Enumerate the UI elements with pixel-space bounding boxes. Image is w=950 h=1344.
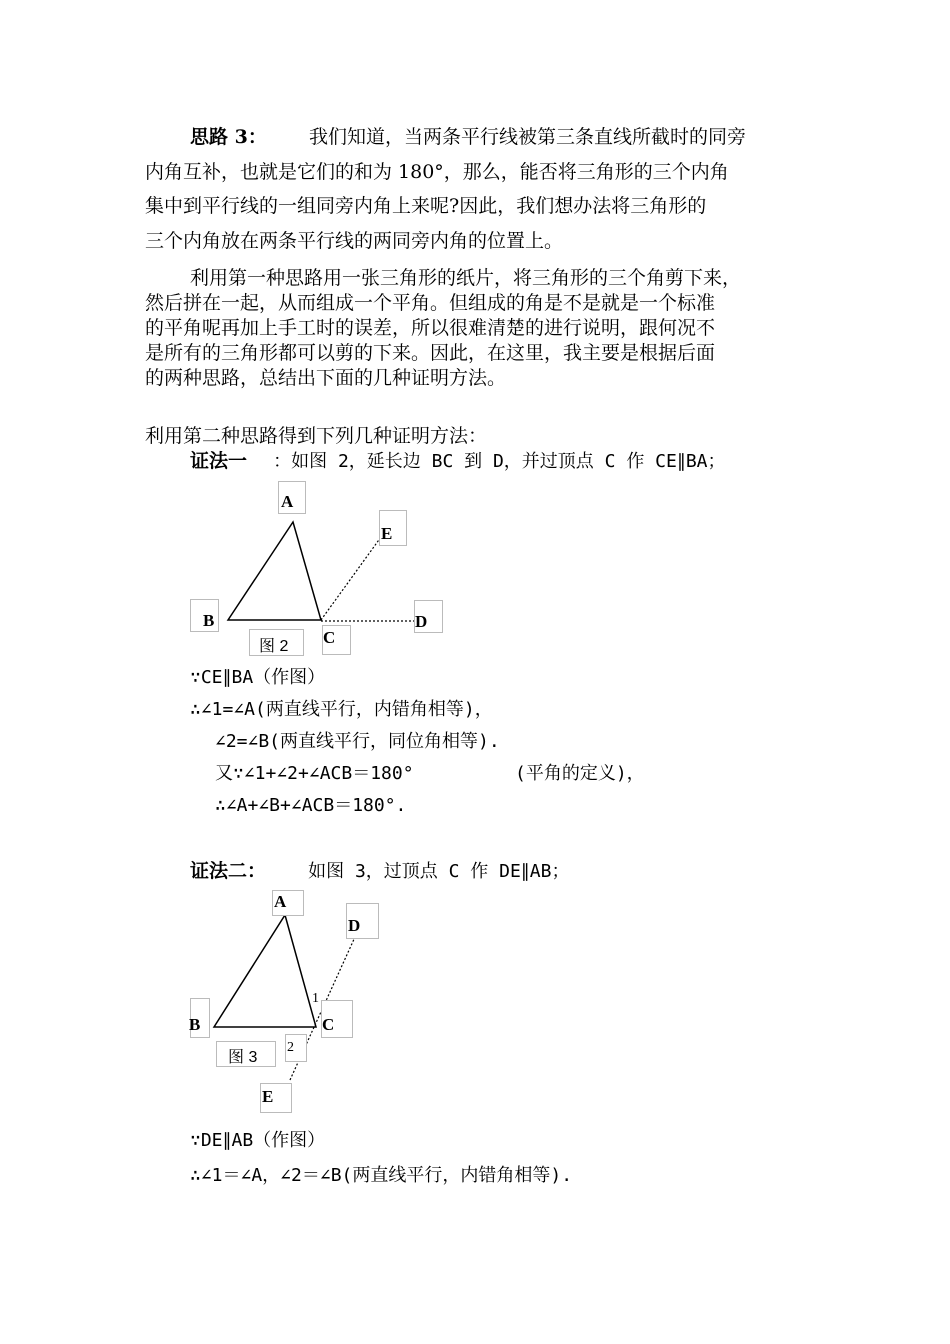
proof2-heading: 证法二： — [190, 860, 267, 882]
para2-line2: 然后拼在一起，从而组成一个平角。但组成的角是不是就是一个标准 — [145, 292, 716, 314]
fig2-caption: 图 2 — [259, 638, 289, 655]
idea3-heading: 思路 3： — [190, 126, 267, 148]
fig2-label-e: E — [381, 524, 393, 543]
fig3-label-e: E — [262, 1087, 274, 1106]
para2-line4: 是所有的三角形都可以剪的下来。因此，在这里，我主要是根据后面 — [145, 342, 716, 364]
proof1-heading: 证法一 — [190, 450, 248, 472]
para2-line3: 的平角呢再加上手工时的误差，所以很难清楚的进行说明，跟何况不 — [145, 317, 716, 339]
proof2-step1: ∵DE∥AB（作图） — [190, 1130, 326, 1151]
proof1-step5: ∴∠A+∠B+∠ACB＝180°. — [215, 795, 407, 816]
proof2-statement: 如图 3，过顶点 C 作 DE∥AB； — [308, 861, 570, 882]
fig3-caption: 图 3 — [228, 1049, 258, 1066]
fig3-label-2: 2 — [287, 1040, 294, 1055]
fig3-label-1: 1 — [312, 991, 319, 1006]
proof1-statement: ：如图 2，延长边 BC 到 D，并过顶点 C 作 CE∥BA； — [273, 451, 726, 472]
fig2-label-d: D — [415, 612, 428, 631]
para2-line1: 利用第一种思路用一张三角形的纸片，将三角形的三个角剪下来， — [190, 267, 742, 289]
proofs-intro: 利用第二种思路得到下列几种证明方法： — [145, 425, 488, 447]
fig3-label-d: D — [348, 916, 361, 935]
idea3-text: 我们知道，当两条平行线被第三条直线所截时的同旁 — [308, 126, 746, 148]
triangle-abc-2 — [214, 915, 316, 1027]
proof1-step3: ∠2=∠B(两直线平行，同位角相等). — [215, 731, 500, 752]
idea3-line4: 三个内角放在两条平行线的两同旁内角的位置上。 — [145, 230, 564, 252]
proof1-step4-reason: (平角的定义)， — [515, 763, 645, 784]
fig3-label-b: B — [189, 1015, 201, 1034]
proof1-step2: ∴∠1=∠A(两直线平行，内错角相等)， — [190, 699, 493, 720]
proof1-step4: 又∵∠1+∠2+∠ACB＝180° — [215, 763, 414, 784]
fig2-label-b: B — [203, 611, 215, 630]
proof1-step1: ∵CE∥BA（作图） — [190, 667, 326, 688]
fig3-label-a: A — [274, 892, 287, 911]
idea3-line2: 内角互补，也就是它们的和为 180°，那么，能否将三角形的三个内角 — [145, 161, 729, 183]
para2-line5: 的两种思路，总结出下面的几种证明方法。 — [145, 367, 507, 389]
fig2-label-a: A — [281, 492, 294, 511]
fig3-label-c: C — [322, 1015, 335, 1034]
fig2-label-c: C — [323, 628, 336, 647]
idea3-line3: 集中到平行线的一组同旁内角上来呢?因此，我们想办法将三角形的 — [145, 195, 707, 217]
proof2-step2: ∴∠1＝∠A，∠2＝∠B(两直线平行，内错角相等). — [190, 1165, 573, 1186]
